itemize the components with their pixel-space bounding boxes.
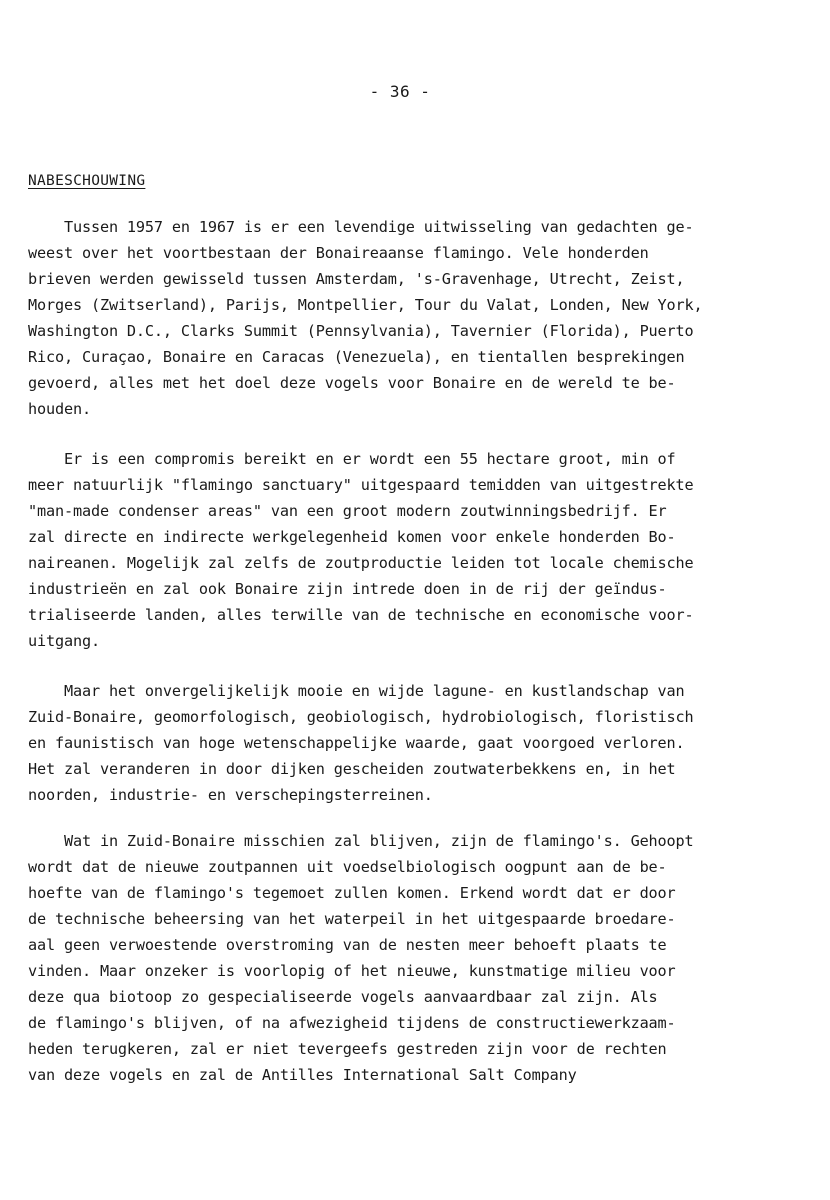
text-line: heden terugkeren, zal er niet tevergeefs gestreden zijn voor de rechten xyxy=(28,1040,667,1058)
paragraph-3 xyxy=(28,678,788,808)
text-line: Er is een compromis bereikt en er wordt een 55 hectare groot, min of xyxy=(28,450,676,468)
text-line: houden. xyxy=(28,400,91,418)
text-line: meer natuurlijk "flamingo sanctuary" uitgespaard temidden van uitgestrekte xyxy=(28,476,694,494)
text-line: "man-made condenser areas" van een groot modern zoutwinningsbedrijf. Er xyxy=(28,502,667,520)
text-line: Rico, Curaçao, Bonaire en Caracas (Venezuela), en tientallen besprekingen xyxy=(28,348,685,366)
text-line: de flamingo's blijven, of na afwezigheid tijdens de constructiewerkzaam- xyxy=(28,1014,676,1032)
text-line: Zuid-Bonaire, geomorfologisch, geobiologisch, hydrobiologisch, floristisch xyxy=(28,708,694,726)
section-heading: NABESCHOUWING xyxy=(28,173,146,189)
text-line: Wat in Zuid-Bonaire misschien zal blijven, zijn de flamingo's. Gehoopt xyxy=(28,832,694,850)
page-number: - 36 - xyxy=(369,82,431,101)
text-line: brieven werden gewisseld tussen Amsterdam, 's-Gravenhage, Utrecht, Zeist, xyxy=(28,270,685,288)
paragraph-4 xyxy=(28,828,788,1088)
text-line: uitgang. xyxy=(28,632,100,650)
text-line: industrieën en zal ook Bonaire zijn intrede doen in de rij der geïndus- xyxy=(28,580,667,598)
text-line: en faunistisch van hoge wetenschappelijke waarde, gaat voorgoed verloren. xyxy=(28,734,685,752)
text-line: Maar het onvergelijkelijk mooie en wijde lagune- en kustlandschap van xyxy=(28,682,685,700)
text-line: naireanen. Mogelijk zal zelfs de zoutproductie leiden tot locale chemische xyxy=(28,554,694,572)
text-line: Het zal veranderen in door dijken gescheiden zoutwaterbekkens en, in het xyxy=(28,760,676,778)
text-line: de technische beheersing van het waterpeil in het uitgespaarde broedare- xyxy=(28,910,676,928)
text-line: weest over het voortbestaan der Bonaireaanse flamingo. Vele honderden xyxy=(28,244,649,262)
text-line: trialiseerde landen, alles terwille van de technische en economische voor- xyxy=(28,606,694,624)
text-line: Tussen 1957 en 1967 is er een levendige uitwisseling van gedachten ge- xyxy=(28,218,694,236)
text-line: hoefte van de flamingo's tegemoet zullen komen. Erkend wordt dat er door xyxy=(28,884,676,902)
text-line: vinden. Maar onzeker is voorlopig of het nieuwe, kunstmatige milieu voor xyxy=(28,962,676,980)
text-line: van deze vogels en zal de Antilles International Salt Company xyxy=(28,1066,577,1084)
text-line: Washington D.C., Clarks Summit (Pennsylvania), Tavernier (Florida), Puerto xyxy=(28,322,694,340)
text-line: gevoerd, alles met het doel deze vogels voor Bonaire en de wereld te be- xyxy=(28,374,676,392)
paragraph-2 xyxy=(28,446,788,654)
text-line: noorden, industrie- en verschepingsterreinen. xyxy=(28,786,433,804)
paragraph-1 xyxy=(28,214,788,422)
text-line: wordt dat de nieuwe zoutpannen uit voedselbiologisch oogpunt aan de be- xyxy=(28,858,667,876)
text-line: deze qua biotoop zo gespecialiseerde vogels aanvaardbaar zal zijn. Als xyxy=(28,988,658,1006)
text-line: zal directe en indirecte werkgelegenheid komen voor enkele honderden Bo- xyxy=(28,528,676,546)
text-line: Morges (Zwitserland), Parijs, Montpellier, Tour du Valat, Londen, New York, xyxy=(28,296,703,314)
text-line: aal geen verwoestende overstroming van de nesten meer behoeft plaats te xyxy=(28,936,667,954)
